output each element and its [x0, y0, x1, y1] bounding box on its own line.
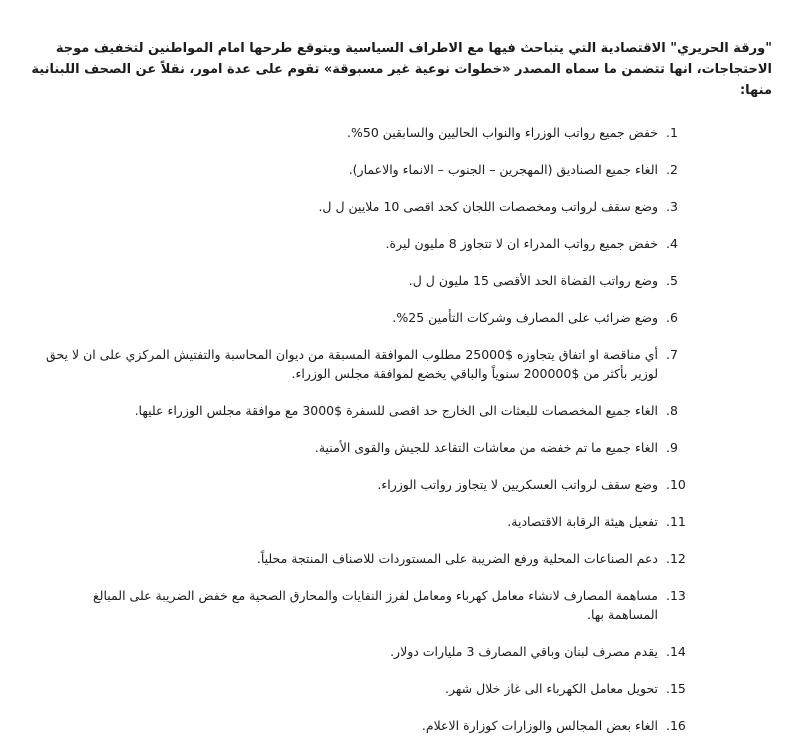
list-item-text: وضع رواتب القضاة الحد الأقصى 15 مليون ل ل. — [408, 273, 658, 288]
list-item-number: 12. — [666, 551, 686, 566]
list-item-text: وضع سقف لرواتب ومخصصات اللجان كحد اقصى 10 ملايين ل ل. — [318, 199, 658, 214]
intro-line: الاحتجاجات، انها تتضمن ما سماه المصدر «خطوات نوعية غير مسبوقة» تقوم على عدة امور، نقلاً عن الصحف اللبنانية — [31, 62, 772, 77]
list-item-number: 8. — [666, 403, 678, 418]
list-item — [40, 438, 700, 457]
list-item — [40, 475, 700, 494]
list-item-number: 15. — [666, 681, 686, 696]
intro-line: منها: — [739, 83, 772, 98]
list-item — [40, 234, 700, 253]
list-item-text: الغاء بعض المجالس والوزارات كوزارة الاعلام. — [421, 718, 658, 733]
list-item — [40, 512, 700, 531]
list-item-number: 13. — [666, 588, 686, 603]
list-item-number: 11. — [666, 514, 686, 529]
list-item-text: خفض جميع رواتب الوزراء والنواب الحاليين والسابقين 50%. — [347, 125, 658, 140]
list-item-number: 14. — [666, 644, 686, 659]
list-item — [40, 308, 700, 327]
list-item — [40, 401, 700, 420]
list-item — [40, 271, 700, 290]
list-item-number: 6. — [666, 310, 678, 325]
list-item-number: 1. — [666, 125, 678, 140]
list-item — [40, 586, 700, 624]
list-item — [40, 197, 700, 216]
list-item — [40, 642, 700, 661]
list-item-text: الغاء جميع الصناديق (المهجرين – الجنوب – الانماء والاعمار). — [348, 162, 658, 177]
list-item-text: الغاء جميع ما تم خفضه من معاشات التقاعد للجيش والقوى الأمنية. — [314, 440, 658, 455]
list-item-number: 5. — [666, 273, 678, 288]
list-item-text: خفض جميع رواتب المدراء ان لا تتجاوز 8 مليون ليرة. — [385, 236, 658, 251]
list-item — [40, 345, 700, 383]
list-item-number: 9. — [666, 440, 678, 455]
list-item-text: دعم الصناعات المحلية ورفع الضريبة على المستوردات للاصناف المنتجة محلياً. — [256, 551, 658, 566]
list-item-text: الغاء جميع المخصصات للبعثات الى الخارج حد اقصى للسفرة $3000 مع موافقة مجلس الوزراء عليها. — [134, 403, 658, 418]
list-item-text: مساهمة المصارف لانشاء معامل كهرباء ومعامل لفرز النفايات والمحارق الصحية مع خفض الضريبة على المبالغ المساهمة بها. — [93, 588, 658, 622]
list-item-text: يقدم مصرف لبنان وباقي المصارف 3 مليارات دولار. — [390, 644, 658, 659]
list-item-number: 4. — [666, 236, 678, 251]
list-item-text: وضع ضرائب على المصارف وشركات التأمين 25%. — [392, 310, 658, 325]
list-item-number: 10. — [666, 477, 686, 492]
intro-line: "ورقة الحريري" الاقتصادية التي يتباحث فيها مع الاطراف السياسية ويتوقع طرحها امام المواطنين لتخفيف موجة — [55, 41, 772, 56]
list-item-number: 2. — [666, 162, 678, 177]
list-item-number: 7. — [666, 347, 678, 362]
list-item-number: 3. — [666, 199, 678, 214]
intro-paragraph — [31, 38, 772, 101]
list-item — [40, 123, 700, 142]
list-item-number: 16. — [666, 718, 686, 733]
list-item-text: أي مناقصة او اتفاق يتجاوزه $25000 مطلوب الموافقة المسبقة من ديوان المحاسبة والتفتيش المركزي على ان لا يحق لوزير بأكثر من $200000 سنوياً والباقي يخضع لموافقة مجلس الوزراء. — [46, 347, 658, 381]
list-item — [40, 716, 700, 735]
list-item — [40, 160, 700, 179]
list-item-text: تحويل معامل الكهرباء الى غاز خلال شهر. — [445, 681, 658, 696]
list-item-text: تفعيل هيئة الرقابة الاقتصادية. — [507, 514, 658, 529]
numbered-list — [40, 123, 772, 735]
list-item — [40, 679, 700, 698]
list-item-text: وضع سقف لرواتب العسكريين لا يتجاوز رواتب الوزراء. — [377, 477, 658, 492]
list-item — [40, 549, 700, 568]
